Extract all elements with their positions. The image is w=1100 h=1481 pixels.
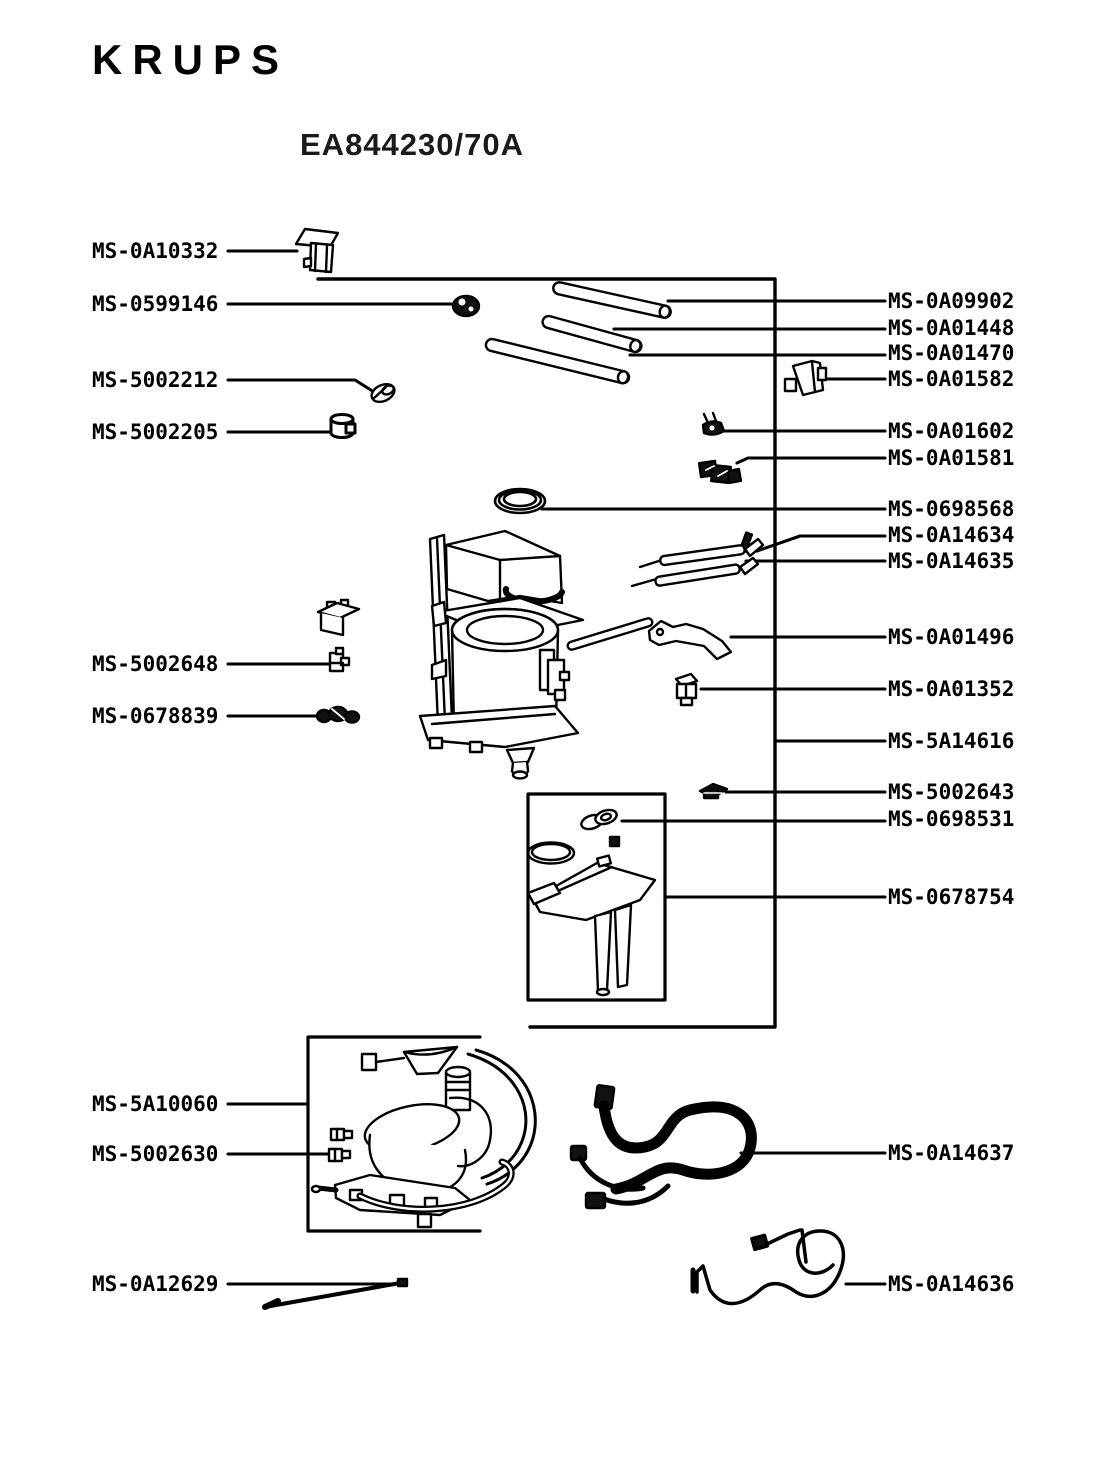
part-label-ms-0a09902: MS-0A09902: [888, 289, 1015, 313]
part-label-ms-0a01582: MS-0A01582: [888, 367, 1015, 391]
part-drawing-tube-ms-0a01448: [541, 315, 643, 354]
part-drawing-harness-ms-0a14637: [571, 1085, 751, 1208]
part-label-ms-0a10332: MS-0A10332: [92, 239, 219, 263]
part-label-ms-0a01470: MS-0A01470: [888, 341, 1015, 365]
part-label-ms-0a14635: MS-0A14635: [888, 549, 1015, 573]
part-label-ms-0a01496: MS-0A01496: [888, 625, 1015, 649]
part-label-ms-5a10060: MS-5A10060: [92, 1092, 219, 1116]
part-drawing-ms-0a01496: [649, 621, 731, 659]
part-label-ms-0678839: MS-0678839: [92, 704, 219, 728]
leader-lines: [228, 251, 885, 1284]
part-drawing-ms-0678839: [317, 707, 359, 723]
part-label-ms-0a01581: MS-0A01581: [888, 446, 1015, 470]
part-drawing-ms-5002648: [318, 600, 359, 671]
part-label-ms-0678754: MS-0678754: [888, 885, 1015, 909]
part-drawing-tube-ms-0a09902: [552, 281, 672, 319]
part-label-ms-5002630: MS-5002630: [92, 1142, 219, 1166]
part-label-ms-0a14637: MS-0A14637: [888, 1141, 1015, 1165]
part-drawing-ms-0698531: [580, 807, 619, 846]
part-drawing-probes-ms-0a14634-35: [632, 533, 763, 587]
part-label-ms-5a14616: MS-5A14616: [888, 729, 1015, 753]
part-drawing-ms-5002212: [369, 381, 398, 406]
part-drawing-oring-ms-0698568: [495, 489, 545, 513]
part-drawing-ms-0a01352: [676, 674, 697, 705]
part-drawing-ms-5002643: [700, 784, 727, 798]
part-drawing-ms-0a10332: [296, 229, 338, 272]
part-drawing-ms-0a01602: [703, 413, 724, 435]
part-drawing-ms-5002205: [331, 415, 355, 438]
part-drawing-boiler-assembly: [420, 531, 653, 779]
part-drawing-ms-0a01581: [699, 461, 741, 483]
part-label-ms-0a14636: MS-0A14636: [888, 1272, 1015, 1296]
part-drawing-harness-ms-0a14636: [693, 1230, 843, 1304]
part-drawing-stand-ms-0678754: [528, 843, 655, 996]
part-label-ms-0698568: MS-0698568: [888, 497, 1015, 521]
part-label-ms-0a01352: MS-0A01352: [888, 677, 1015, 701]
part-label-ms-5002648: MS-5002648: [92, 652, 219, 676]
part-drawing-ms-0599146: [453, 296, 479, 316]
brand-logo: KRUPS: [92, 36, 290, 83]
part-label-ms-5002212: MS-5002212: [92, 368, 219, 392]
model-number: EA844230/70A: [300, 127, 524, 162]
part-label-ms-0a12629: MS-0A12629: [92, 1272, 219, 1296]
part-drawing-ms-5002630: [329, 1129, 352, 1161]
part-label-ms-5002643: MS-5002643: [888, 780, 1015, 804]
part-label-ms-5002205: MS-5002205: [92, 420, 219, 444]
part-drawing-ms-0a01582: [785, 361, 826, 395]
part-label-ms-0a01602: MS-0A01602: [888, 419, 1015, 443]
part-label-ms-0698531: MS-0698531: [888, 807, 1015, 831]
part-label-ms-0a01448: MS-0A01448: [888, 316, 1015, 340]
part-label-ms-0599146: MS-0599146: [92, 292, 219, 316]
part-label-ms-0a14634: MS-0A14634: [888, 523, 1015, 547]
